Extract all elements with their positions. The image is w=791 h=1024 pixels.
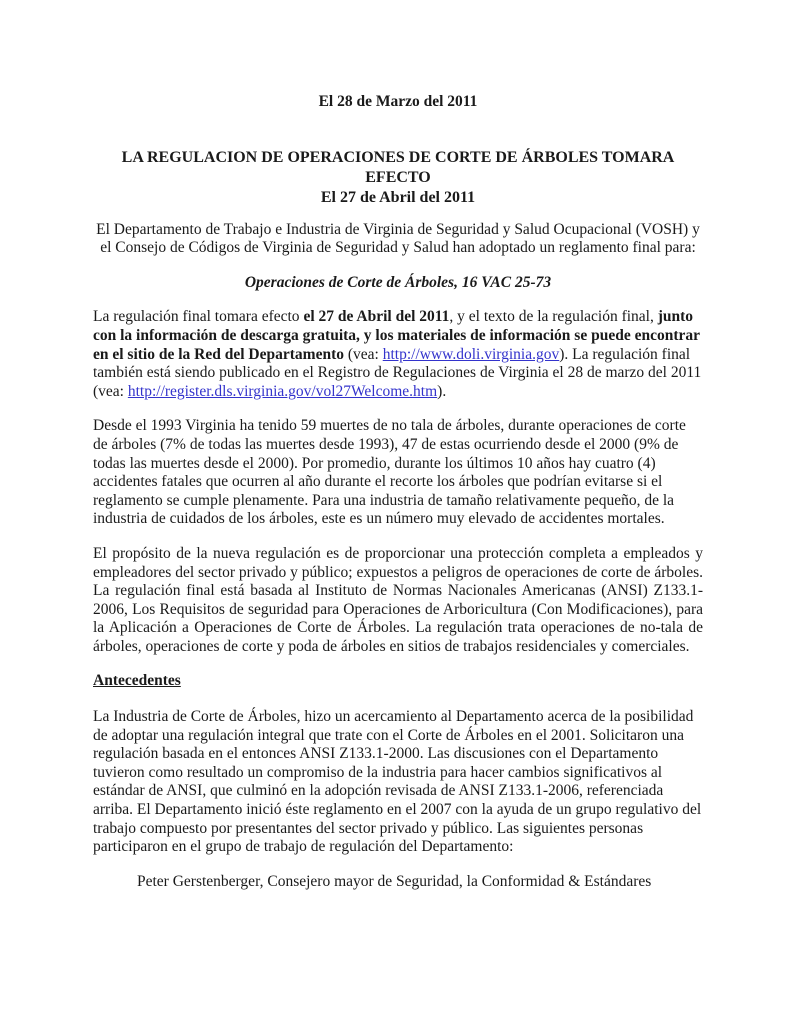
text-run: ). La regulación final también está siendo publicado en el Registro de Regulaciones de Virginia el 28 de marzo del 2011 (vea: — [93, 345, 702, 400]
bold-text-run: el 27 de Abril del 2011 — [303, 308, 450, 326]
section-heading-antecedentes: Antecedentes — [93, 672, 181, 690]
doli-website-link[interactable]: http://www.doli.virginia.gov — [382, 345, 560, 363]
text-run: ). — [437, 382, 447, 400]
workgroup-member-line: Peter Gerstenberger, Consejero mayor de Seguridad, la Conformidad & Estándares — [137, 872, 652, 890]
text-run: , y el texto de la regulación final, — [449, 308, 658, 326]
text-run: La regulación final tomara efecto — [93, 308, 304, 326]
title-line-2: EFECTO — [365, 168, 431, 186]
title-line-3: El 27 de Abril del 2011 — [320, 188, 476, 206]
paragraph-effective-date — [93, 308, 703, 401]
title-line-1: LA REGULACION DE OPERACIONES DE CORTE DE ÁRBOLES TOMARA — [121, 148, 675, 166]
paragraph-fatalities-statistics: Desde el 1993 Virginia ha tenido 59 muertes de no tala de árboles, durante operaciones de corte de árboles (7% de todas las muertes desde 1993), 47 de estas ocurriendo desde el 2000 (9% de todas las muertes desde el 2000). Por promedio, durante los últimos 10 años hay cuatro (4) accidentes fatales que ocurren al año durante el recorte los árboles que podrían evitarse si el reglamento se cumple plenamente. Para una industria de tamaño relativamente pequeño, de la industria de cuidados de los árboles, este es un número muy elevado de accidentes mortales. — [93, 417, 686, 528]
document-title — [93, 148, 703, 208]
intro-paragraph: El Departamento de Trabajo e Industria de Virginia de Seguridad y Salud Ocupacional (VOSH) y el Consejo de Códigos de Virginia de Seguridad y Salud han adoptado un reglamento final para: — [96, 220, 700, 257]
paragraph-regulation-purpose: El propósito de la nueva regulación es de proporcionar una protección completa a empleados y empleadores del sector privado y público; expuestos a peligros de operaciones de corte de árboles. La regulación final está basada al Instituto de Normas Nacionales Americanas (ANSI) Z133.1-2006, Los Requisitos de seguridad para Operaciones de Arboricultura (Con Modificaciones), para la Aplicación a Operaciones de Corte de Árboles. La regulación trata operaciones de no-tala de árboles, operaciones de corte y poda de árboles en sitios de trabajos residenciales y comerciales. — [93, 544, 703, 655]
text-run: (vea: — [343, 345, 383, 363]
date-line: El 28 de Marzo del 2011 — [318, 93, 478, 110]
virginia-register-link[interactable]: http://register.dls.virginia.gov/vol27Welcome.htm — [127, 382, 438, 400]
regulation-subject-line: Operaciones de Corte de Árboles, 16 VAC 25-73 — [244, 273, 552, 291]
document-content — [93, 93, 703, 907]
bold-text-run: junto con la información de descarga gratuita, y los materiales de información se puede encontrar en el sitio de la Red del Departamento — [93, 308, 700, 363]
paragraph-background: La Industria de Corte de Árboles, hizo un acercamiento al Departamento acerca de la posibilidad de adoptar una regulación integral que trate con el Corte de Árboles en el 2001. Solicitaron una regulación basada en el entonces ANSI Z133.1-2000. Las discusiones con el Departamento tuvieron como resultado un compromiso de la industria para hacer cambios significativos al estándar de ANSI, que culminó en la adopción revisada de ANSI Z133.1-2006, referenciada arriba. El Departamento inició éste reglamento en el 2007 con la ayuda de un grupo regulativo del trabajo compuesto por presentantes del sector privado y público. Las siguientes personas participaron en el grupo de trabajo de regulación del Departamento: — [93, 708, 702, 856]
